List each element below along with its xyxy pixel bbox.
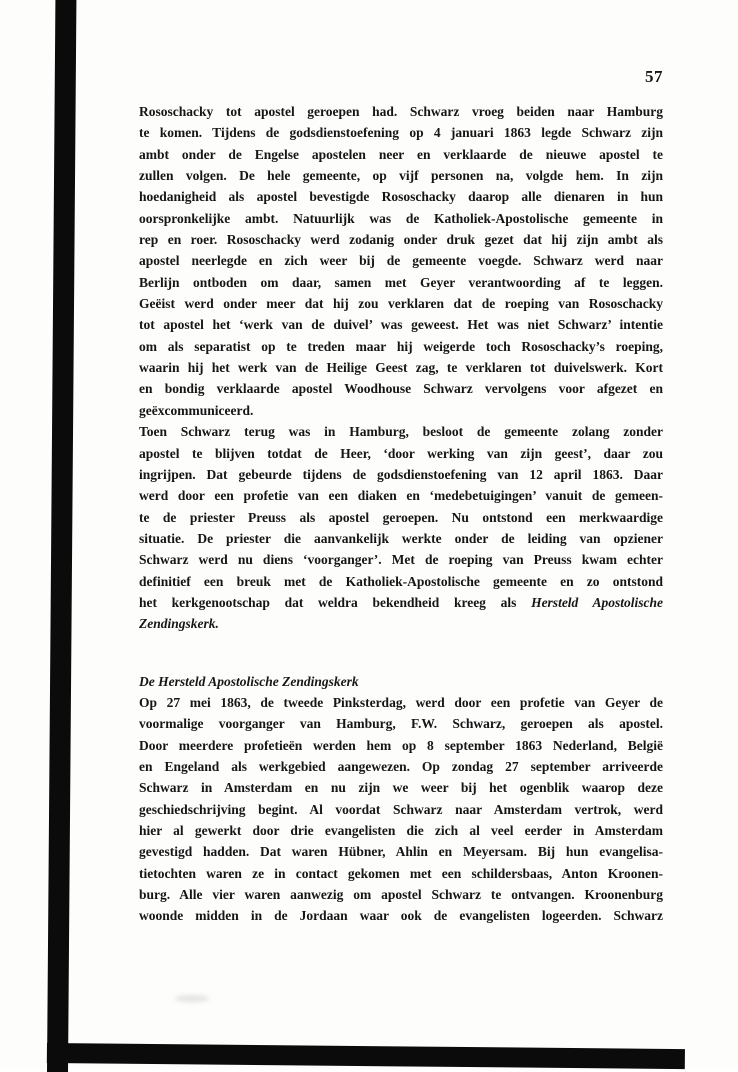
text-line: woonde midden in de Jordaan waar ook de evangelisten logeerden. Schwarz xyxy=(139,908,663,924)
text-line: gevestigd hadden. Dat waren Hübner, Ahlin en Meyersam. Bij hun evangelisa- xyxy=(139,844,663,860)
text-line: waarin hij het werk van de Heilige Geest zag, te verklaren tot duivelswerk. Kort xyxy=(139,360,663,376)
page-body-text xyxy=(139,101,663,927)
section-heading: De Hersteld Apostolische Zendingskerk xyxy=(139,673,359,689)
text-line: tietochten waren ze in contact gekomen met een schildersbaas, Anton Kroonen- xyxy=(139,865,663,881)
text-line: en bondig verklaarde apostel Woodhouse Schwarz vervolgens voor afgezet en xyxy=(139,381,663,397)
text-line: rep en roer. Rososchacky werd zodanig onder druk gezet dat hij zijn ambt als xyxy=(139,232,663,248)
text-line: Geëist werd onder meer dat hij zou verklaren dat de roeping van Rososchacky xyxy=(139,296,663,312)
text-line: hier al gewerkt door drie evangelisten die zich al veel eerder in Amsterdam xyxy=(139,823,663,838)
text-line: apostel te blijven totdat de Heer, ‘door werking van zijn geest’, daar zou xyxy=(139,445,663,461)
paragraph xyxy=(139,421,663,634)
text-line: werd door een profetie van een diaken en ‘medebetuigingen’ vanuit de gemeen- xyxy=(139,488,663,504)
text-line: situatie. De priester die aanvankelijk werkte onder de leiding van opziener xyxy=(139,530,663,546)
text-line: Toen Schwarz terug was in Hamburg, besloot de gemeente zolang zonder xyxy=(139,424,663,440)
text-line: voormalige voorganger van Hamburg, F.W. Schwarz, geroepen als apostel. xyxy=(139,716,663,732)
paragraph xyxy=(139,101,663,421)
text-line: Op 27 mei 1863, de tweede Pinksterdag, werd door een profetie van Geyer de xyxy=(139,694,663,710)
text-line: Rososchacky tot apostel geroepen had. Schwarz vroeg beiden naar Hamburg xyxy=(139,104,663,119)
text-line: geschiedschrijving begint. Al voordat Schwarz naar Amsterdam vertrok, werd xyxy=(139,801,663,817)
text-line: Schwarz in Amsterdam en nu zijn we weer bij het ogenblik waarop deze xyxy=(139,780,663,796)
text-line: zullen volgen. De hele gemeente, op vijf personen na, volgde hem. In zijn xyxy=(139,168,663,184)
text-line: Zendingskerk. xyxy=(139,616,219,632)
left-binding-bar xyxy=(47,0,76,1072)
text-line: tot apostel het ‘werk van de duivel’ was geweest. Het was niet Schwarz’ intentie xyxy=(139,317,663,333)
scan-smudge xyxy=(175,995,209,1002)
text-line: burg. Alle vier waren aanwezig om apostel Schwarz te ontvangen. Kroonenburg xyxy=(139,887,663,903)
bottom-binding-bar xyxy=(47,1043,685,1069)
text-line: het kerkgenootschap dat weldra bekendheid kreeg als Hersteld Apostolische xyxy=(139,594,663,610)
paragraph xyxy=(139,692,663,927)
text-line: Door meerdere profetieën werden hem op 8 september 1863 Nederland, België xyxy=(139,737,663,753)
text-line: apostel neerlegde en zich weer bij de gemeente voegde. Schwarz werd naar xyxy=(139,253,663,269)
text-line: definitief een breuk met de Katholiek-Apostolische gemeente en zo ontstond xyxy=(139,573,663,589)
text-line: en Engeland als werkgebied aangewezen. Op zondag 27 september arriveerde xyxy=(139,758,663,774)
text-line: oorspronkelijke ambt. Natuurlijk was de Katholiek-Apostolische gemeente in xyxy=(139,210,663,226)
text-line: ingrijpen. Dat gebeurde tijdens de godsdienstoefening van 12 april 1863. Daar xyxy=(139,466,663,482)
text-line: om als separatist op te treden maar hij weigerde toch Rososchacky’s roeping, xyxy=(139,338,663,354)
page-number: 57 xyxy=(645,67,663,86)
text-line: ambt onder de Engelse apostelen neer en verklaarde de nieuwe apostel te xyxy=(139,146,663,162)
text-line: te de priester Preuss als apostel geroepen. Nu ontstond een merkwaardige xyxy=(139,509,663,525)
text-line: geëxcommuniceerd. xyxy=(139,402,254,418)
text-line: te komen. Tijdens de godsdienstoefening op 4 januari 1863 legde Schwarz zijn xyxy=(139,125,663,141)
text-line: Berlijn ontboden om daar, samen met Geyer verantwoording af te leggen. xyxy=(139,274,663,290)
text-line: Schwarz werd nu diens ‘voorganger’. Met de roeping van Preuss kwam echter xyxy=(139,552,663,568)
text-line: hoedanigheid als apostel bevestigde Rososchacky daarop alle dienaren in hun xyxy=(139,189,663,205)
